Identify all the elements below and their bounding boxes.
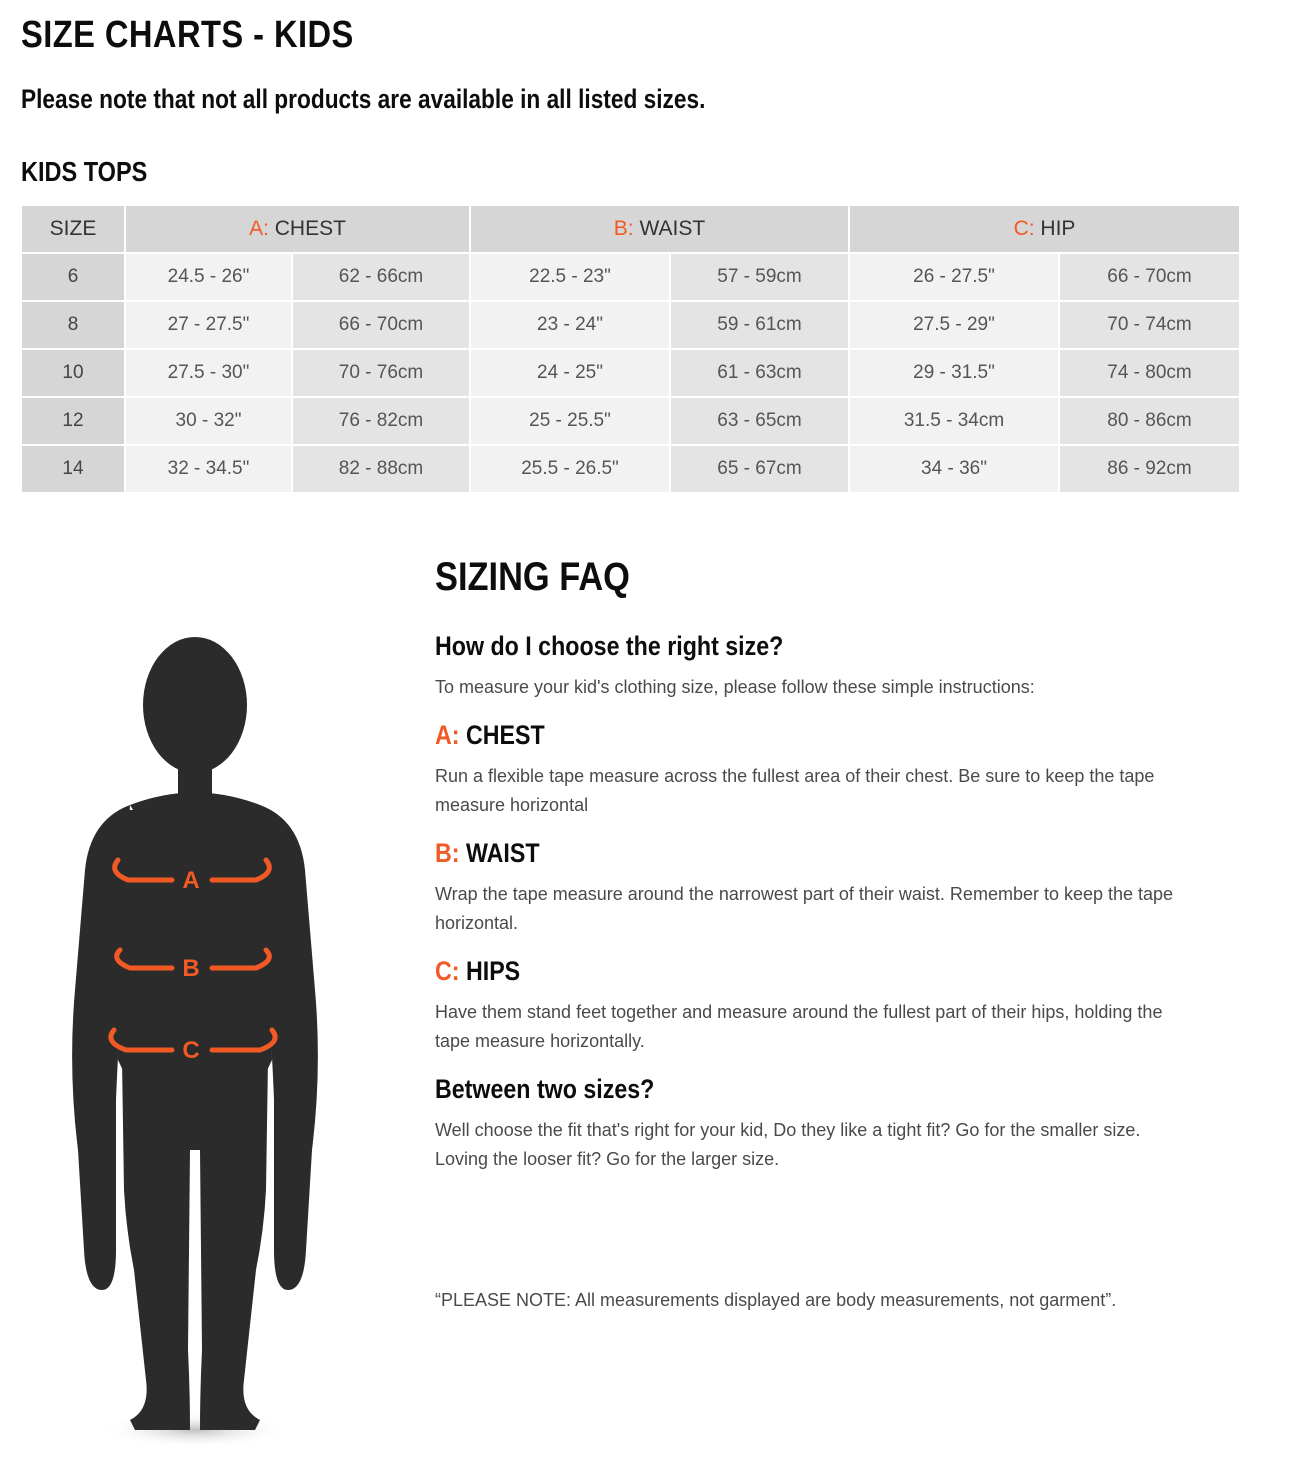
waist-heading bbox=[435, 838, 1089, 870]
table-row bbox=[21, 301, 1240, 349]
measurement-cell: 70 - 76cm bbox=[292, 349, 470, 397]
measurement-cell: 66 - 70cm bbox=[1059, 253, 1240, 301]
hips-heading bbox=[435, 956, 1089, 988]
measurement-cell: 74 - 80cm bbox=[1059, 349, 1240, 397]
chest-heading-prefix: A: bbox=[435, 720, 460, 750]
faq-intro: To measure your kid's clothing size, please follow these simple instructions: bbox=[435, 677, 1035, 697]
table-header-row bbox=[21, 205, 1240, 253]
table-row bbox=[21, 397, 1240, 445]
section-title: KIDS TOPS bbox=[21, 156, 148, 187]
measurement-cell: 59 - 61cm bbox=[670, 301, 849, 349]
waist-heading-label: WAIST bbox=[465, 838, 540, 868]
size-cell: 8 bbox=[21, 301, 125, 349]
chest-heading bbox=[435, 720, 1089, 752]
measurement-cell: 22.5 - 23" bbox=[470, 253, 670, 301]
size-cell: 14 bbox=[21, 445, 125, 493]
chest-instructions: Run a flexible tape measure across the fullest area of their chest. Be sure to keep the tape measure horizontal bbox=[435, 766, 1155, 815]
measurement-cell: 27.5 - 29" bbox=[849, 301, 1059, 349]
measurement-cell: 32 - 34.5" bbox=[125, 445, 292, 493]
floor-shadow bbox=[100, 1412, 290, 1448]
size-table bbox=[20, 204, 1241, 494]
waist-instructions: Wrap the tape measure around the narrowest part of their waist. Remember to keep the tape horizontal. bbox=[435, 884, 1174, 933]
measurement-cell: 76 - 82cm bbox=[292, 397, 470, 445]
faq-title: SIZING FAQ bbox=[435, 555, 630, 599]
chest-column-header bbox=[125, 205, 470, 253]
measurement-cell: 63 - 65cm bbox=[670, 397, 849, 445]
measurement-cell: 24 - 25" bbox=[470, 349, 670, 397]
between-sizes-heading: Between two sizes? bbox=[435, 1074, 655, 1104]
chest-marker-label: A bbox=[182, 867, 200, 894]
measurement-cell: 82 - 88cm bbox=[292, 445, 470, 493]
size-column-header: SIZE bbox=[21, 205, 125, 253]
size-cell: 12 bbox=[21, 397, 125, 445]
between-sizes-text: Well choose the fit that's right for your kid, Do they like a tight fit? Go for the smaller size. Loving the looser fit? Go for the larger size. bbox=[435, 1120, 1141, 1169]
hip-prefix: C: bbox=[1013, 217, 1035, 240]
chest-label: CHEST bbox=[274, 217, 346, 240]
measurement-cell: 61 - 63cm bbox=[670, 349, 849, 397]
chest-heading-label: CHEST bbox=[465, 720, 545, 750]
waist-marker-label: B bbox=[182, 955, 200, 982]
table-row bbox=[21, 253, 1240, 301]
measurement-cell: 65 - 67cm bbox=[670, 445, 849, 493]
measurement-footnote: “PLEASE NOTE: All measurements displayed are body measurements, not garment”. bbox=[435, 1290, 1117, 1310]
table-row bbox=[21, 445, 1240, 493]
faq-question: How do I choose the right size? bbox=[435, 631, 784, 661]
hips-heading-label: HIPS bbox=[465, 956, 521, 986]
measurement-cell: 25 - 25.5" bbox=[470, 397, 670, 445]
hips-instructions: Have them stand feet together and measure around the fullest part of their hips, holding the tape measure horizontally. bbox=[435, 1002, 1163, 1051]
size-cell: 10 bbox=[21, 349, 125, 397]
measurement-cell: 66 - 70cm bbox=[292, 301, 470, 349]
measurement-cell: 27 - 27.5" bbox=[125, 301, 292, 349]
measurement-cell: 25.5 - 26.5" bbox=[470, 445, 670, 493]
measurement-cell: 31.5 - 34cm bbox=[849, 397, 1059, 445]
measurement-cell: 27.5 - 30" bbox=[125, 349, 292, 397]
hip-column-header bbox=[849, 205, 1240, 253]
hip-marker-label: C bbox=[182, 1037, 200, 1064]
measurement-cell: 24.5 - 26" bbox=[125, 253, 292, 301]
measurement-cell: 57 - 59cm bbox=[670, 253, 849, 301]
measurement-cell: 70 - 74cm bbox=[1059, 301, 1240, 349]
waist-column-header bbox=[470, 205, 849, 253]
chest-prefix: A: bbox=[249, 217, 269, 240]
measurement-cell: 62 - 66cm bbox=[292, 253, 470, 301]
measurement-cell: 23 - 24" bbox=[470, 301, 670, 349]
availability-note: Please note that not all products are available in all listed sizes. bbox=[21, 84, 706, 114]
child-silhouette-figure bbox=[60, 630, 330, 1460]
waist-label: WAIST bbox=[639, 217, 706, 240]
hip-label: HIP bbox=[1040, 217, 1076, 240]
measurement-cell: 30 - 32" bbox=[125, 397, 292, 445]
table-row bbox=[21, 349, 1240, 397]
measurement-cell: 80 - 86cm bbox=[1059, 397, 1240, 445]
waist-prefix: B: bbox=[613, 217, 634, 240]
hips-heading-prefix: C: bbox=[435, 956, 460, 986]
waist-heading-prefix: B: bbox=[435, 838, 460, 868]
measurement-cell: 26 - 27.5" bbox=[849, 253, 1059, 301]
page-title: SIZE CHARTS - KIDS bbox=[21, 14, 354, 56]
sizing-faq bbox=[435, 555, 1195, 1174]
measurement-cell: 34 - 36" bbox=[849, 445, 1059, 493]
measurement-cell: 29 - 31.5" bbox=[849, 349, 1059, 397]
silhouette bbox=[72, 637, 318, 1430]
measurement-cell: 86 - 92cm bbox=[1059, 445, 1240, 493]
size-cell: 6 bbox=[21, 253, 125, 301]
